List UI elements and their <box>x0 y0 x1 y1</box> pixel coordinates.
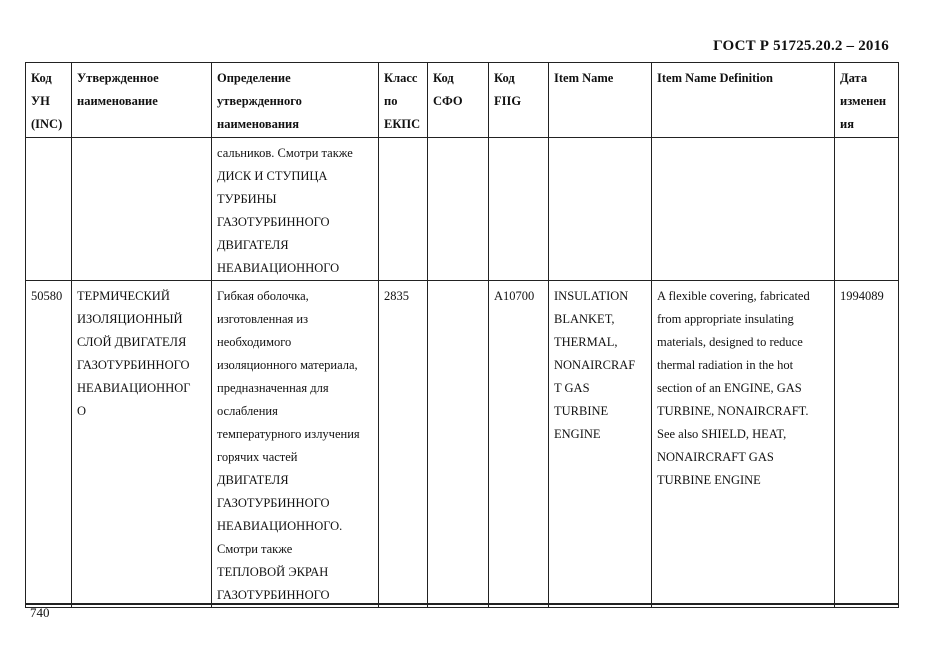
cell-line: 50580 <box>31 289 63 303</box>
header-line: Класс <box>384 71 418 85</box>
cell-line: ГАЗОТУРБИННОГО <box>217 588 330 602</box>
cell-line: TURBINE <box>554 404 609 418</box>
cell-code-fiig <box>489 281 549 608</box>
cell-line: изоляционного материала, <box>217 358 358 372</box>
cell-line: НЕАВИАЦИОННОГО. <box>217 519 343 533</box>
cell-line: Гибкая оболочка, <box>217 289 309 303</box>
cell-line: 1994089 <box>840 289 884 303</box>
cell-line: СЛОЙ ДВИГАТЕЛЯ <box>77 335 187 349</box>
cell-line: горячих частей <box>217 450 298 464</box>
cell-line: THERMAL, <box>554 335 618 349</box>
cell-item-name-definition <box>652 281 835 608</box>
cell-line: ослабления <box>217 404 278 418</box>
cell-line: ДВИГАТЕЛЯ <box>217 473 289 487</box>
header-line: Item Name Definition <box>657 71 773 85</box>
column-header-code-fiig <box>489 63 549 138</box>
table-header-row <box>26 63 899 138</box>
cell-line: НЕАВИАЦИОННОГО <box>217 261 340 275</box>
header-line: СФО <box>433 94 463 108</box>
column-header-item-name <box>549 63 652 138</box>
cell-definition <box>212 138 379 281</box>
cell-code-sfo <box>428 138 489 281</box>
cell-line: BLANKET, <box>554 312 615 326</box>
column-header-item-name-definition <box>652 63 835 138</box>
cell-item-name <box>549 138 652 281</box>
catalog-table <box>25 62 899 608</box>
header-line: Дата <box>840 71 868 85</box>
cell-line: ENGINE <box>554 427 601 441</box>
cell-item-name <box>549 281 652 608</box>
cell-line: from appropriate insulating <box>657 312 794 326</box>
cell-line: materials, designed to reduce <box>657 335 803 349</box>
cell-line: NONAIRCRAF <box>554 358 636 372</box>
header-line: по <box>384 94 398 108</box>
column-header-date-changed <box>835 63 899 138</box>
cell-item-name-definition <box>652 138 835 281</box>
cell-definition <box>212 281 379 608</box>
header-line: (INC) <box>31 117 63 131</box>
table-row <box>26 138 899 281</box>
cell-line: INSULATION <box>554 289 629 303</box>
cell-code-fiig <box>489 138 549 281</box>
cell-line: сальников. Смотри также <box>217 146 353 160</box>
header-line: наименования <box>217 117 300 131</box>
cell-line: A10700 <box>494 289 535 303</box>
cell-approved-name <box>72 138 212 281</box>
column-header-approved-name <box>72 63 212 138</box>
cell-line: ДВИГАТЕЛЯ <box>217 238 289 252</box>
header-line: ия <box>840 117 854 131</box>
cell-line: ТЕРМИЧЕСКИЙ <box>77 289 170 303</box>
header-line: УН <box>31 94 50 108</box>
column-header-class-ekps <box>379 63 428 138</box>
column-header-inc <box>26 63 72 138</box>
cell-line: НЕАВИАЦИОННОГ <box>77 381 191 395</box>
cell-line: ГАЗОТУРБИННОГО <box>77 358 190 372</box>
cell-line: предназначенная для <box>217 381 329 395</box>
cell-line: section of an ENGINE, GAS <box>657 381 802 395</box>
header-line: Код <box>433 71 454 85</box>
header-line: Код <box>494 71 515 85</box>
cell-line: 2835 <box>384 289 409 303</box>
header-line: Item Name <box>554 71 614 85</box>
page-number: 740 <box>30 605 50 620</box>
column-header-definition <box>212 63 379 138</box>
cell-line: ГАЗОТУРБИННОГО <box>217 215 330 229</box>
table-row <box>26 281 899 608</box>
document-number: ГОСТ Р 51725.20.2 – 2016 <box>713 38 889 54</box>
cell-line: ДИСК И СТУПИЦА <box>217 169 328 183</box>
header-line: Утвержденное <box>77 71 159 85</box>
cell-line: See also SHIELD, HEAT, <box>657 427 787 441</box>
header-line: утвержденного <box>217 94 302 108</box>
cell-line: Смотри также <box>217 542 293 556</box>
cell-class-ekps <box>379 138 428 281</box>
cell-line: необходимого <box>217 335 292 349</box>
cell-date-changed <box>835 281 899 608</box>
cell-inc <box>26 281 72 608</box>
column-header-code-sfo <box>428 63 489 138</box>
cell-line: A flexible covering, fabricated <box>657 289 810 303</box>
cell-line: thermal radiation in the hot <box>657 358 794 372</box>
cell-class-ekps <box>379 281 428 608</box>
cell-line: ГАЗОТУРБИННОГО <box>217 496 330 510</box>
cell-line: NONAIRCRAFT GAS <box>657 450 774 464</box>
cell-line: температурного излучения <box>217 427 360 441</box>
cell-approved-name <box>72 281 212 608</box>
cell-line: TURBINE ENGINE <box>657 473 761 487</box>
header-line: наименование <box>77 94 158 108</box>
cell-line: T GAS <box>554 381 590 395</box>
cell-code-sfo <box>428 281 489 608</box>
header-line: Определение <box>217 71 291 85</box>
cell-date-changed <box>835 138 899 281</box>
header-line: FIIG <box>494 94 522 108</box>
cell-line: ТУРБИНЫ <box>217 192 277 206</box>
cell-line: изготовленная из <box>217 312 309 326</box>
table-bottom-rule <box>25 603 898 605</box>
header-line: Код <box>31 71 52 85</box>
cell-line: О <box>77 404 87 418</box>
header-line: ЕКПС <box>384 117 421 131</box>
cell-line: ТЕПЛОВОЙ ЭКРАН <box>217 565 329 579</box>
cell-line: TURBINE, NONAIRCRAFT. <box>657 404 809 418</box>
cell-inc <box>26 138 72 281</box>
cell-line: ИЗОЛЯЦИОННЫЙ <box>77 312 183 326</box>
header-line: изменен <box>840 94 887 108</box>
